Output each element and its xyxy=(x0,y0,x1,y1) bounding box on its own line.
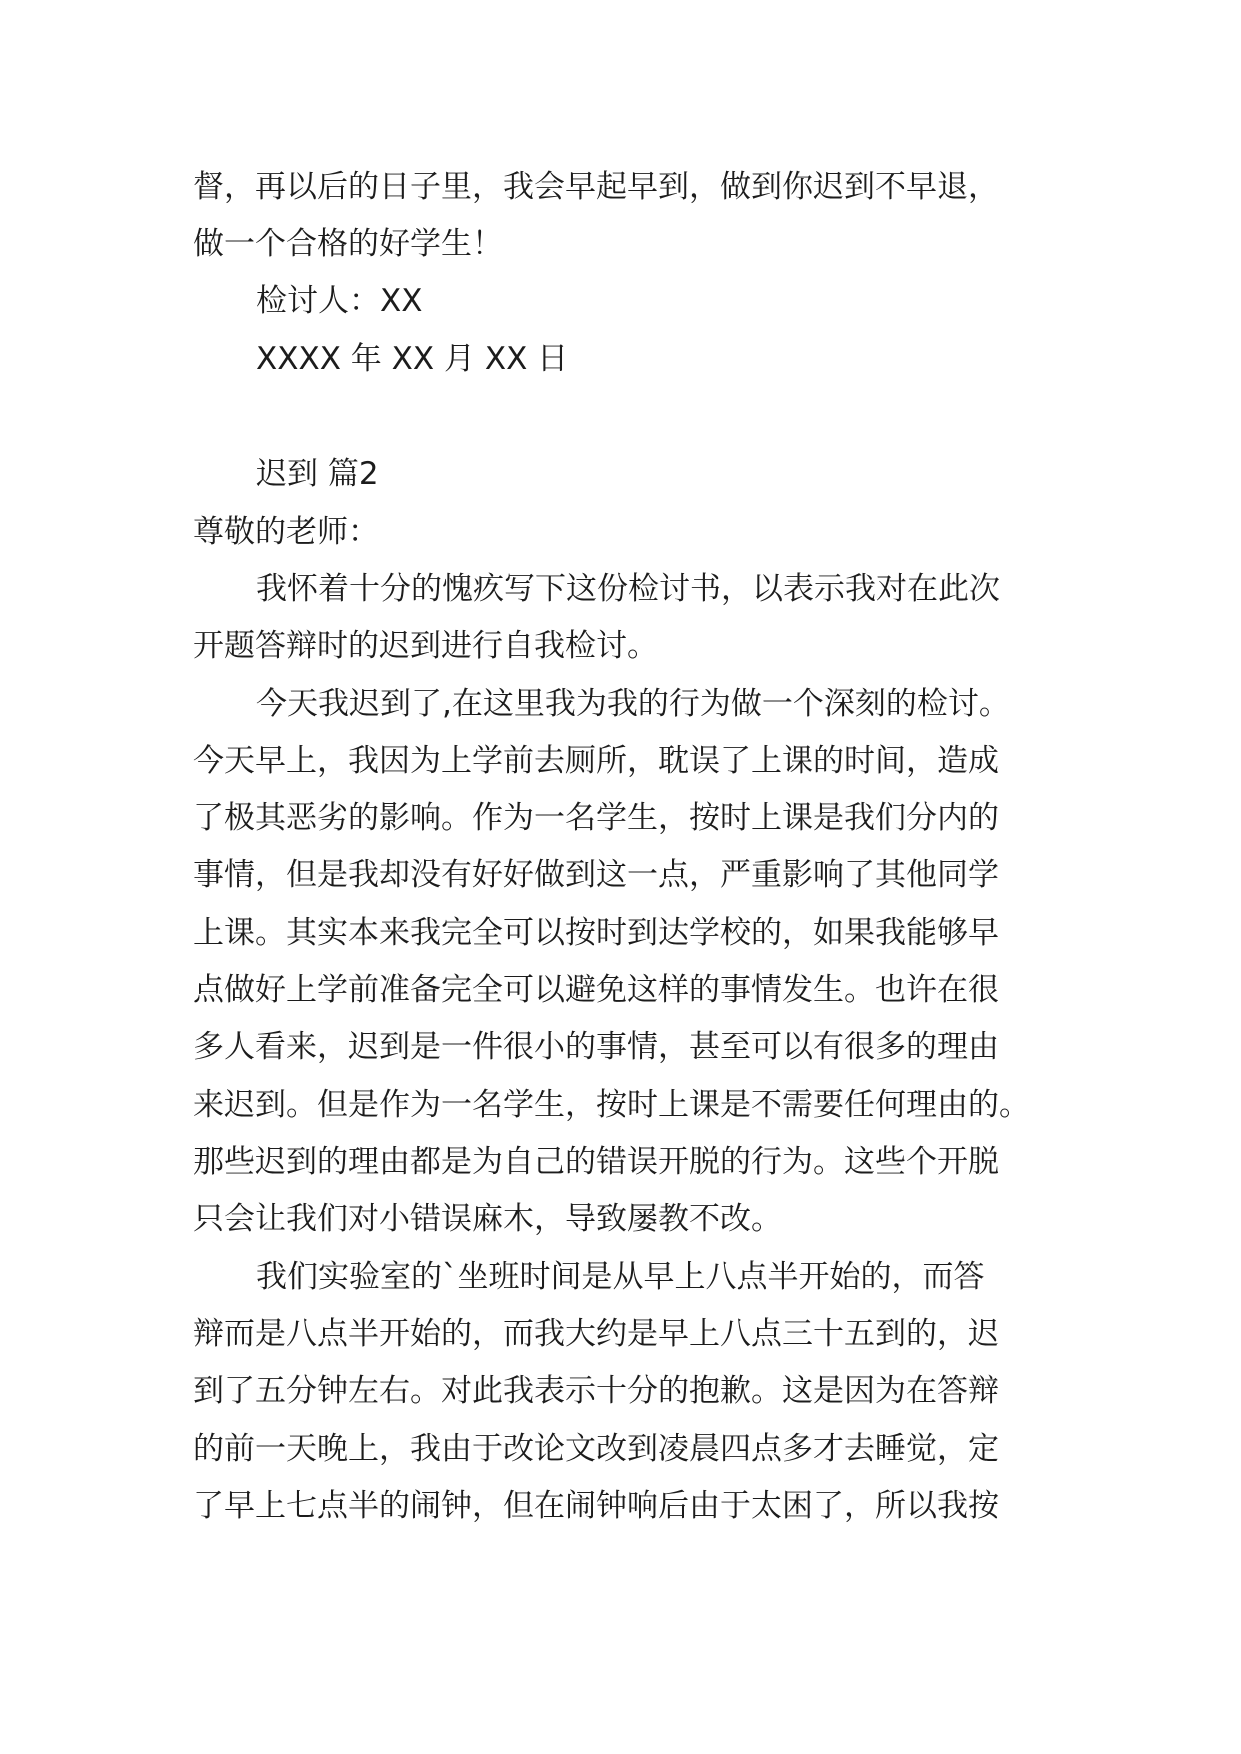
text-line: 开题答辩时的迟到进行自我检讨。 xyxy=(193,628,658,664)
text-line: 了早上七点半的闹钟，但在闹钟响后由于太困了，所以我按 xyxy=(193,1488,999,1524)
text-line: 的前一天晚上，我由于改论文改到凌晨四点多才去睡觉，定 xyxy=(193,1431,999,1467)
section-title: 迟到 篇2 xyxy=(256,456,379,492)
text-line: 督，再以后的日子里，我会早起早到，做到你迟到不早退， xyxy=(193,169,999,205)
signature-line: 检讨人：XX xyxy=(256,283,423,319)
salutation: 尊敬的老师： xyxy=(193,514,379,550)
text-line: 我怀着十分的愧疚写下这份检讨书，以表示我对在此次 xyxy=(256,571,1000,607)
text-line: 那些迟到的理由都是为自己的错误开脱的行为。这些个开脱 xyxy=(193,1144,999,1180)
date-line: XXXX 年 XX 月 XX 日 xyxy=(256,341,569,377)
text-line: 只会让我们对小错误麻木，导致屡教不改。 xyxy=(193,1201,782,1237)
text-line: 点做好上学前准备完全可以避免这样的事情发生。也许在很 xyxy=(193,972,999,1008)
text-line: 到了五分钟左右。对此我表示十分的抱歉。这是因为在答辩 xyxy=(193,1373,999,1409)
text-line: 今天早上，我因为上学前去厕所，耽误了上课的时间，造成 xyxy=(193,743,999,779)
text-line: 来迟到。但是作为一名学生，按时上课是不需要任何理由的。 xyxy=(193,1087,1030,1123)
text-line: 多人看来，迟到是一件很小的事情，甚至可以有很多的理由 xyxy=(193,1029,999,1065)
text-line: 我们实验室的`坐班时间是从早上八点半开始的，而答 xyxy=(256,1259,985,1295)
text-line: 今天我迟到了,在这里我为我的行为做一个深刻的检讨。 xyxy=(256,686,1010,722)
text-line: 做一个合格的好学生！ xyxy=(193,226,503,262)
text-line: 了极其恶劣的影响。作为一名学生，按时上课是我们分内的 xyxy=(193,800,999,836)
text-line: 上课。其实本来我完全可以按时到达学校的，如果我能够早 xyxy=(193,915,999,951)
text-line: 辩而是八点半开始的，而我大约是早上八点三十五到的，迟 xyxy=(193,1316,999,1352)
text-line: 事情，但是我却没有好好做到这一点，严重影响了其他同学 xyxy=(193,857,999,893)
